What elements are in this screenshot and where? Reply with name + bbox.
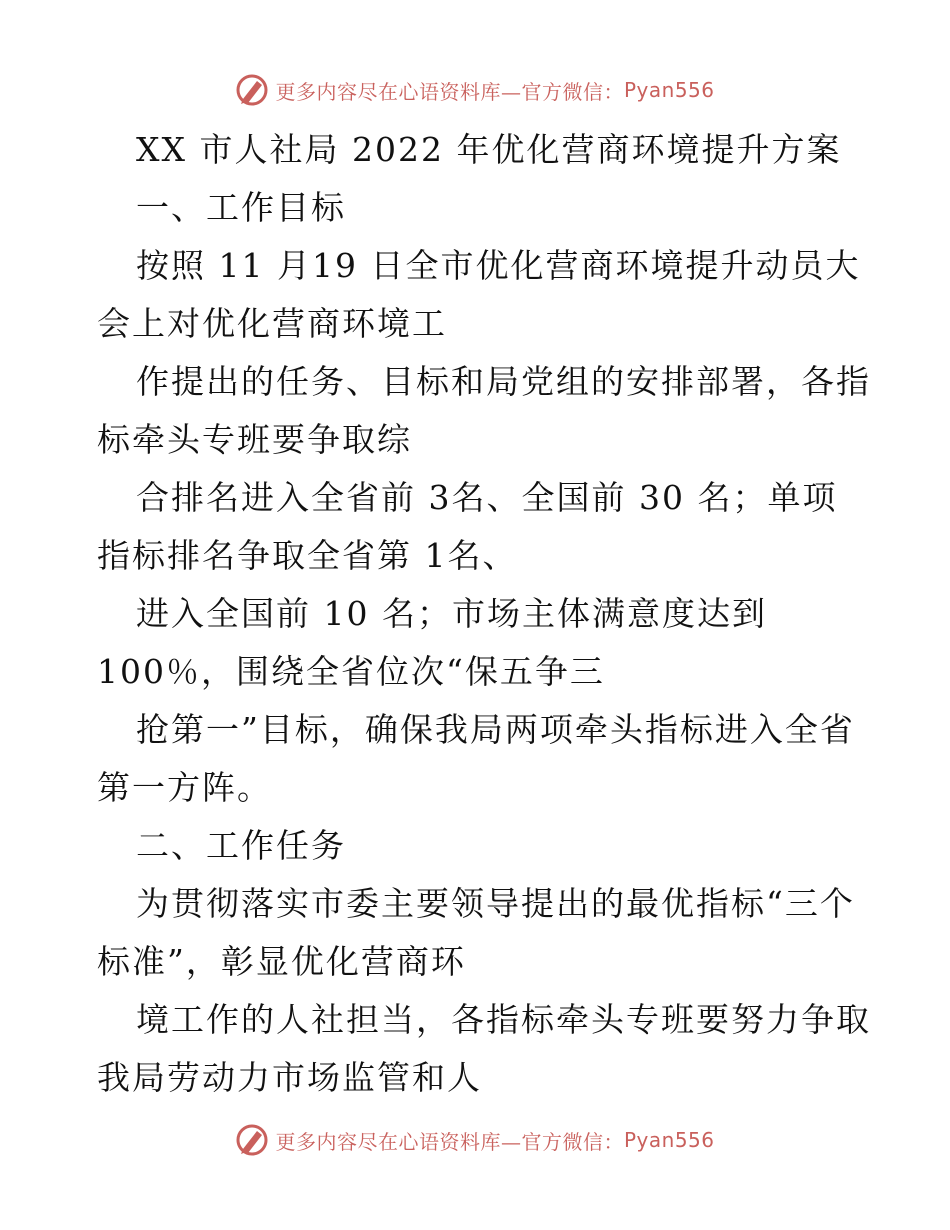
paragraph-line: 为贯彻落实市委主要领导提出的最优指标“三个 — [136, 884, 855, 923]
paragraph-line: 进入全国前 10 名；市场主体满意度达到 — [136, 594, 767, 633]
paragraph-line: 第一方阵。 — [97, 768, 272, 807]
document-title: XX 市人社局 2022 年优化营商环境提升方案 — [136, 130, 842, 169]
paragraph-line: 100％，围绕全省位次“保五争三 — [97, 652, 605, 691]
pen-logo-icon — [235, 73, 269, 107]
watermark-wechat-id: Pyan556 — [623, 78, 715, 102]
paragraph-line: 标准”，彰显优化营商环 — [97, 942, 466, 981]
watermark-text: 更多内容尽在心语资料库—官方微信： — [275, 79, 624, 104]
paragraph-line: 境工作的人社担当，各指标牵头专班要努力争取 — [136, 1000, 871, 1039]
paragraph-line: 按照 11 月19 日全市优化营商环境提升动员大 — [136, 246, 861, 285]
paragraph-line: 合排名进入全省前 3名、全国前 30 名；单项 — [136, 478, 838, 517]
section-heading: 一、工作目标 — [136, 188, 346, 227]
paragraph-line: 标牵头专班要争取综 — [97, 420, 412, 459]
paragraph-line: 会上对优化营商环境工 — [97, 304, 447, 343]
paragraph-line: 指标排名争取全省第 1名、 — [97, 536, 518, 575]
watermark-wechat-id: Pyan556 — [623, 1128, 715, 1152]
watermark-text: 更多内容尽在心语资料库—官方微信： — [275, 1129, 624, 1154]
pen-logo-icon — [235, 1123, 269, 1157]
section-heading: 二、工作任务 — [136, 826, 346, 865]
paragraph-line: 作提出的任务、目标和局党组的安排部署，各指 — [136, 362, 871, 401]
paragraph-line: 我局劳动力市场监管和人 — [97, 1058, 482, 1097]
watermark-header — [0, 70, 950, 110]
paragraph-line: 抢第一”目标，确保我局两项牵头指标进入全省 — [136, 710, 855, 749]
watermark-footer — [0, 1120, 950, 1160]
